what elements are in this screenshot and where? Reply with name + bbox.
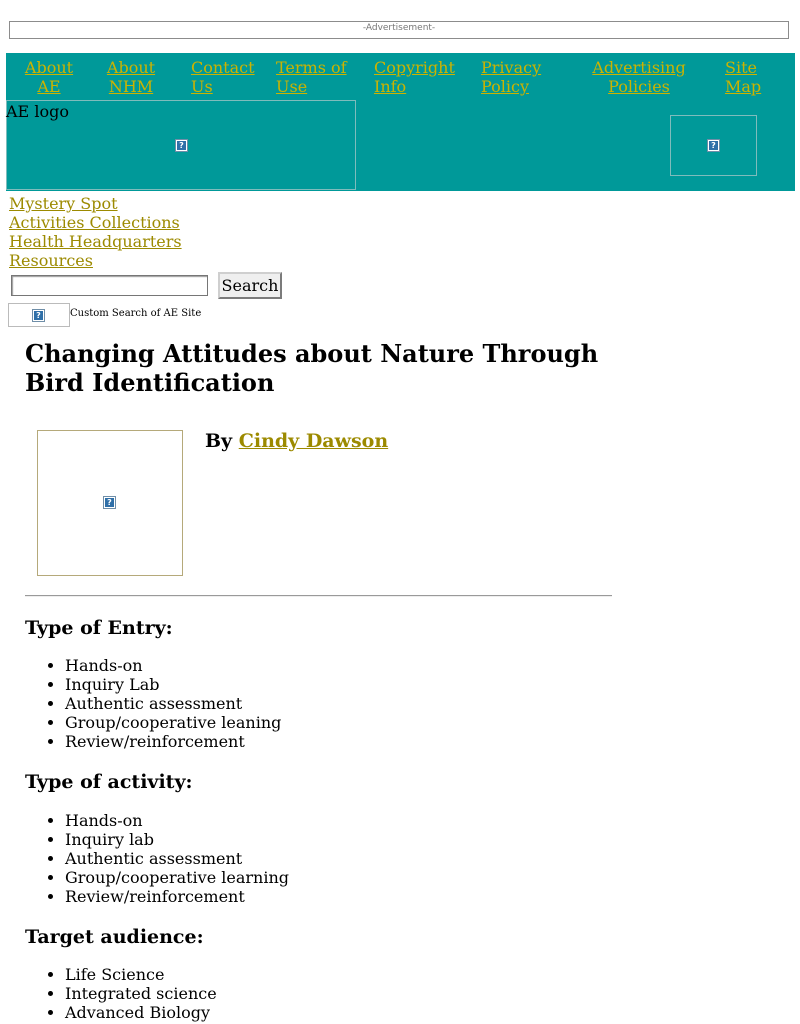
search-input[interactable] bbox=[11, 275, 208, 296]
nav-site-map[interactable]: Site Map bbox=[725, 58, 762, 96]
list-item: • Review/reinforcement bbox=[65, 732, 281, 751]
link-health-headquarters[interactable]: Health Headquarters bbox=[9, 232, 182, 251]
author-link[interactable]: Cindy Dawson bbox=[238, 430, 389, 452]
custom-search-logo bbox=[8, 303, 70, 327]
list-item: • Hands-on bbox=[65, 811, 289, 830]
list-type-of-entry bbox=[25, 656, 281, 751]
list-item: • Group/cooperative leaning bbox=[65, 713, 281, 732]
list-item: • Inquiry Lab bbox=[65, 675, 281, 694]
header-right-image[interactable] bbox=[670, 115, 757, 176]
site-header bbox=[6, 53, 795, 191]
top-nav bbox=[6, 58, 795, 102]
divider bbox=[25, 595, 612, 597]
section-heading-target-audience: Target audience: bbox=[25, 926, 204, 948]
nav-about-ae[interactable]: About AE bbox=[24, 58, 74, 96]
broken-image-icon: ? bbox=[175, 139, 188, 152]
section-heading-type-of-entry: Type of Entry: bbox=[25, 617, 173, 639]
nav-copyright-info[interactable]: Copyright Info bbox=[374, 58, 455, 96]
nav-privacy-policy[interactable]: Privacy Policy bbox=[481, 58, 542, 96]
byline bbox=[205, 430, 388, 452]
broken-image-icon: ? bbox=[32, 309, 45, 322]
nav-contact-us[interactable]: Contact Us bbox=[191, 58, 255, 96]
logo-alt-text: AE logo bbox=[6, 102, 69, 121]
broken-image-icon: ? bbox=[103, 496, 116, 509]
list-item: • Group/cooperative learning bbox=[65, 868, 289, 887]
byline-label: By bbox=[205, 430, 233, 452]
list-item: • Inquiry lab bbox=[65, 830, 289, 849]
page-title: Changing Attitudes about Nature Through Bird Identification bbox=[25, 339, 599, 397]
broken-image-icon: ? bbox=[707, 139, 720, 152]
nav-terms-of-use[interactable]: Terms of Use bbox=[276, 58, 347, 96]
author-photo bbox=[37, 430, 183, 576]
nav-advertising-policies[interactable]: Advertising Policies bbox=[592, 58, 686, 96]
list-item: • Authentic assessment bbox=[65, 849, 289, 868]
list-item: • Life Science bbox=[65, 965, 217, 984]
search-button[interactable]: Search bbox=[218, 272, 282, 299]
link-mystery-spot[interactable]: Mystery Spot bbox=[9, 194, 118, 213]
list-type-of-activity bbox=[25, 811, 289, 906]
nav-about-nhm[interactable]: About NHM bbox=[106, 58, 156, 96]
custom-search-label: Custom Search of AE Site bbox=[70, 308, 202, 319]
section-heading-type-of-activity: Type of activity: bbox=[25, 771, 193, 793]
list-item: • Advanced Biology bbox=[65, 1003, 217, 1022]
advertisement-label: -Advertisement- bbox=[362, 23, 436, 33]
link-resources[interactable]: Resources bbox=[9, 251, 93, 270]
list-target-audience bbox=[25, 965, 217, 1022]
link-activities-collections[interactable]: Activities Collections bbox=[9, 213, 180, 232]
list-item: • Integrated science bbox=[65, 984, 217, 1003]
list-item: • Review/reinforcement bbox=[65, 887, 289, 906]
section-links bbox=[9, 194, 182, 270]
list-item: • Authentic assessment bbox=[65, 694, 281, 713]
list-item: • Hands-on bbox=[65, 656, 281, 675]
advertisement-banner[interactable] bbox=[9, 21, 789, 39]
